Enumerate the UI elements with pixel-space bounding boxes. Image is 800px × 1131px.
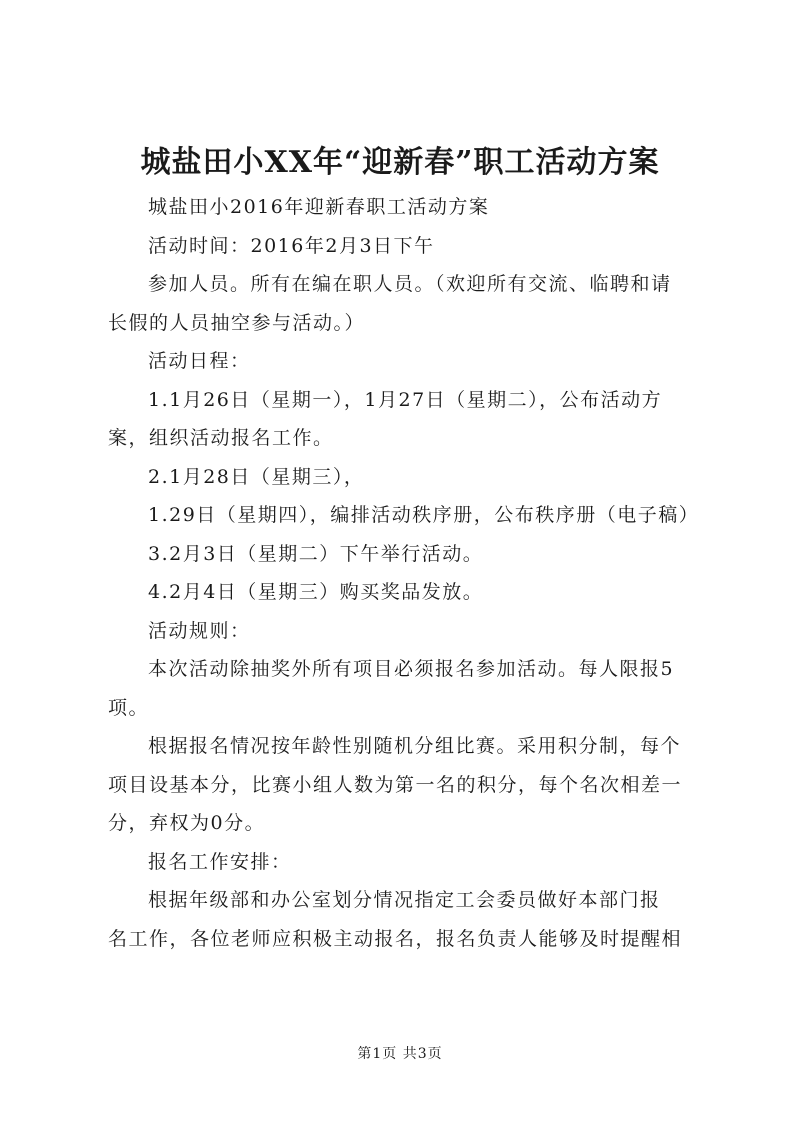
text-line: 根据年级部和办公室划分情况指定工会委员做好本部门报 [148,889,661,911]
text-line: 2.1月28日（星期三）， [148,465,365,488]
text-line: 活动规则： [148,619,251,642]
page-footer: 第1页 共3页 [357,1046,443,1062]
text-line: 报名工作安排： [148,850,292,873]
text-line: 1.29日（星期四），编排活动秩序册，公布秩序册（电子稿） [148,504,700,526]
document-body [108,188,704,958]
text-line: 案，组织活动报名工作。 [108,427,334,449]
text-line: 项。 [108,696,150,719]
text-line: 活动日程： [148,350,251,372]
document-title: 城盐田小XX年“迎新春”职工活动方案 [140,145,660,180]
text-line: 4.2月4日（星期三）购买奖品发放。 [148,581,484,603]
text-line: 1.1月26日（星期一），1月27日（星期二），公布活动方 [148,388,663,411]
text-line: 城盐田小2016年迎新春职工活动方案 [148,196,490,218]
text-line: 活动时间：2016年2月3日下午 [148,234,435,257]
text-line: 长假的人员抽空参与活动。） [108,311,366,334]
text-line: 分，弃权为0分。 [108,812,266,834]
text-line: 本次活动除抽奖外所有项目必须报名参加活动。每人限报5 [148,658,675,680]
text-line: 项目设基本分，比赛小组人数为第一名的积分，每个名次相差一 [108,773,683,796]
text-line: 名工作，各位老师应积极主动报名，报名负责人能够及时提醒相 [108,927,683,950]
text-line: 3.2月3日（星期二）下午举行活动。 [148,542,484,565]
text-line: 根据报名情况按年龄性别随机分组比赛。采用积分制，每个 [148,735,682,757]
text-line: 参加人员。所有在编在职人员。（欢迎所有交流、临聘和请 [148,273,672,295]
